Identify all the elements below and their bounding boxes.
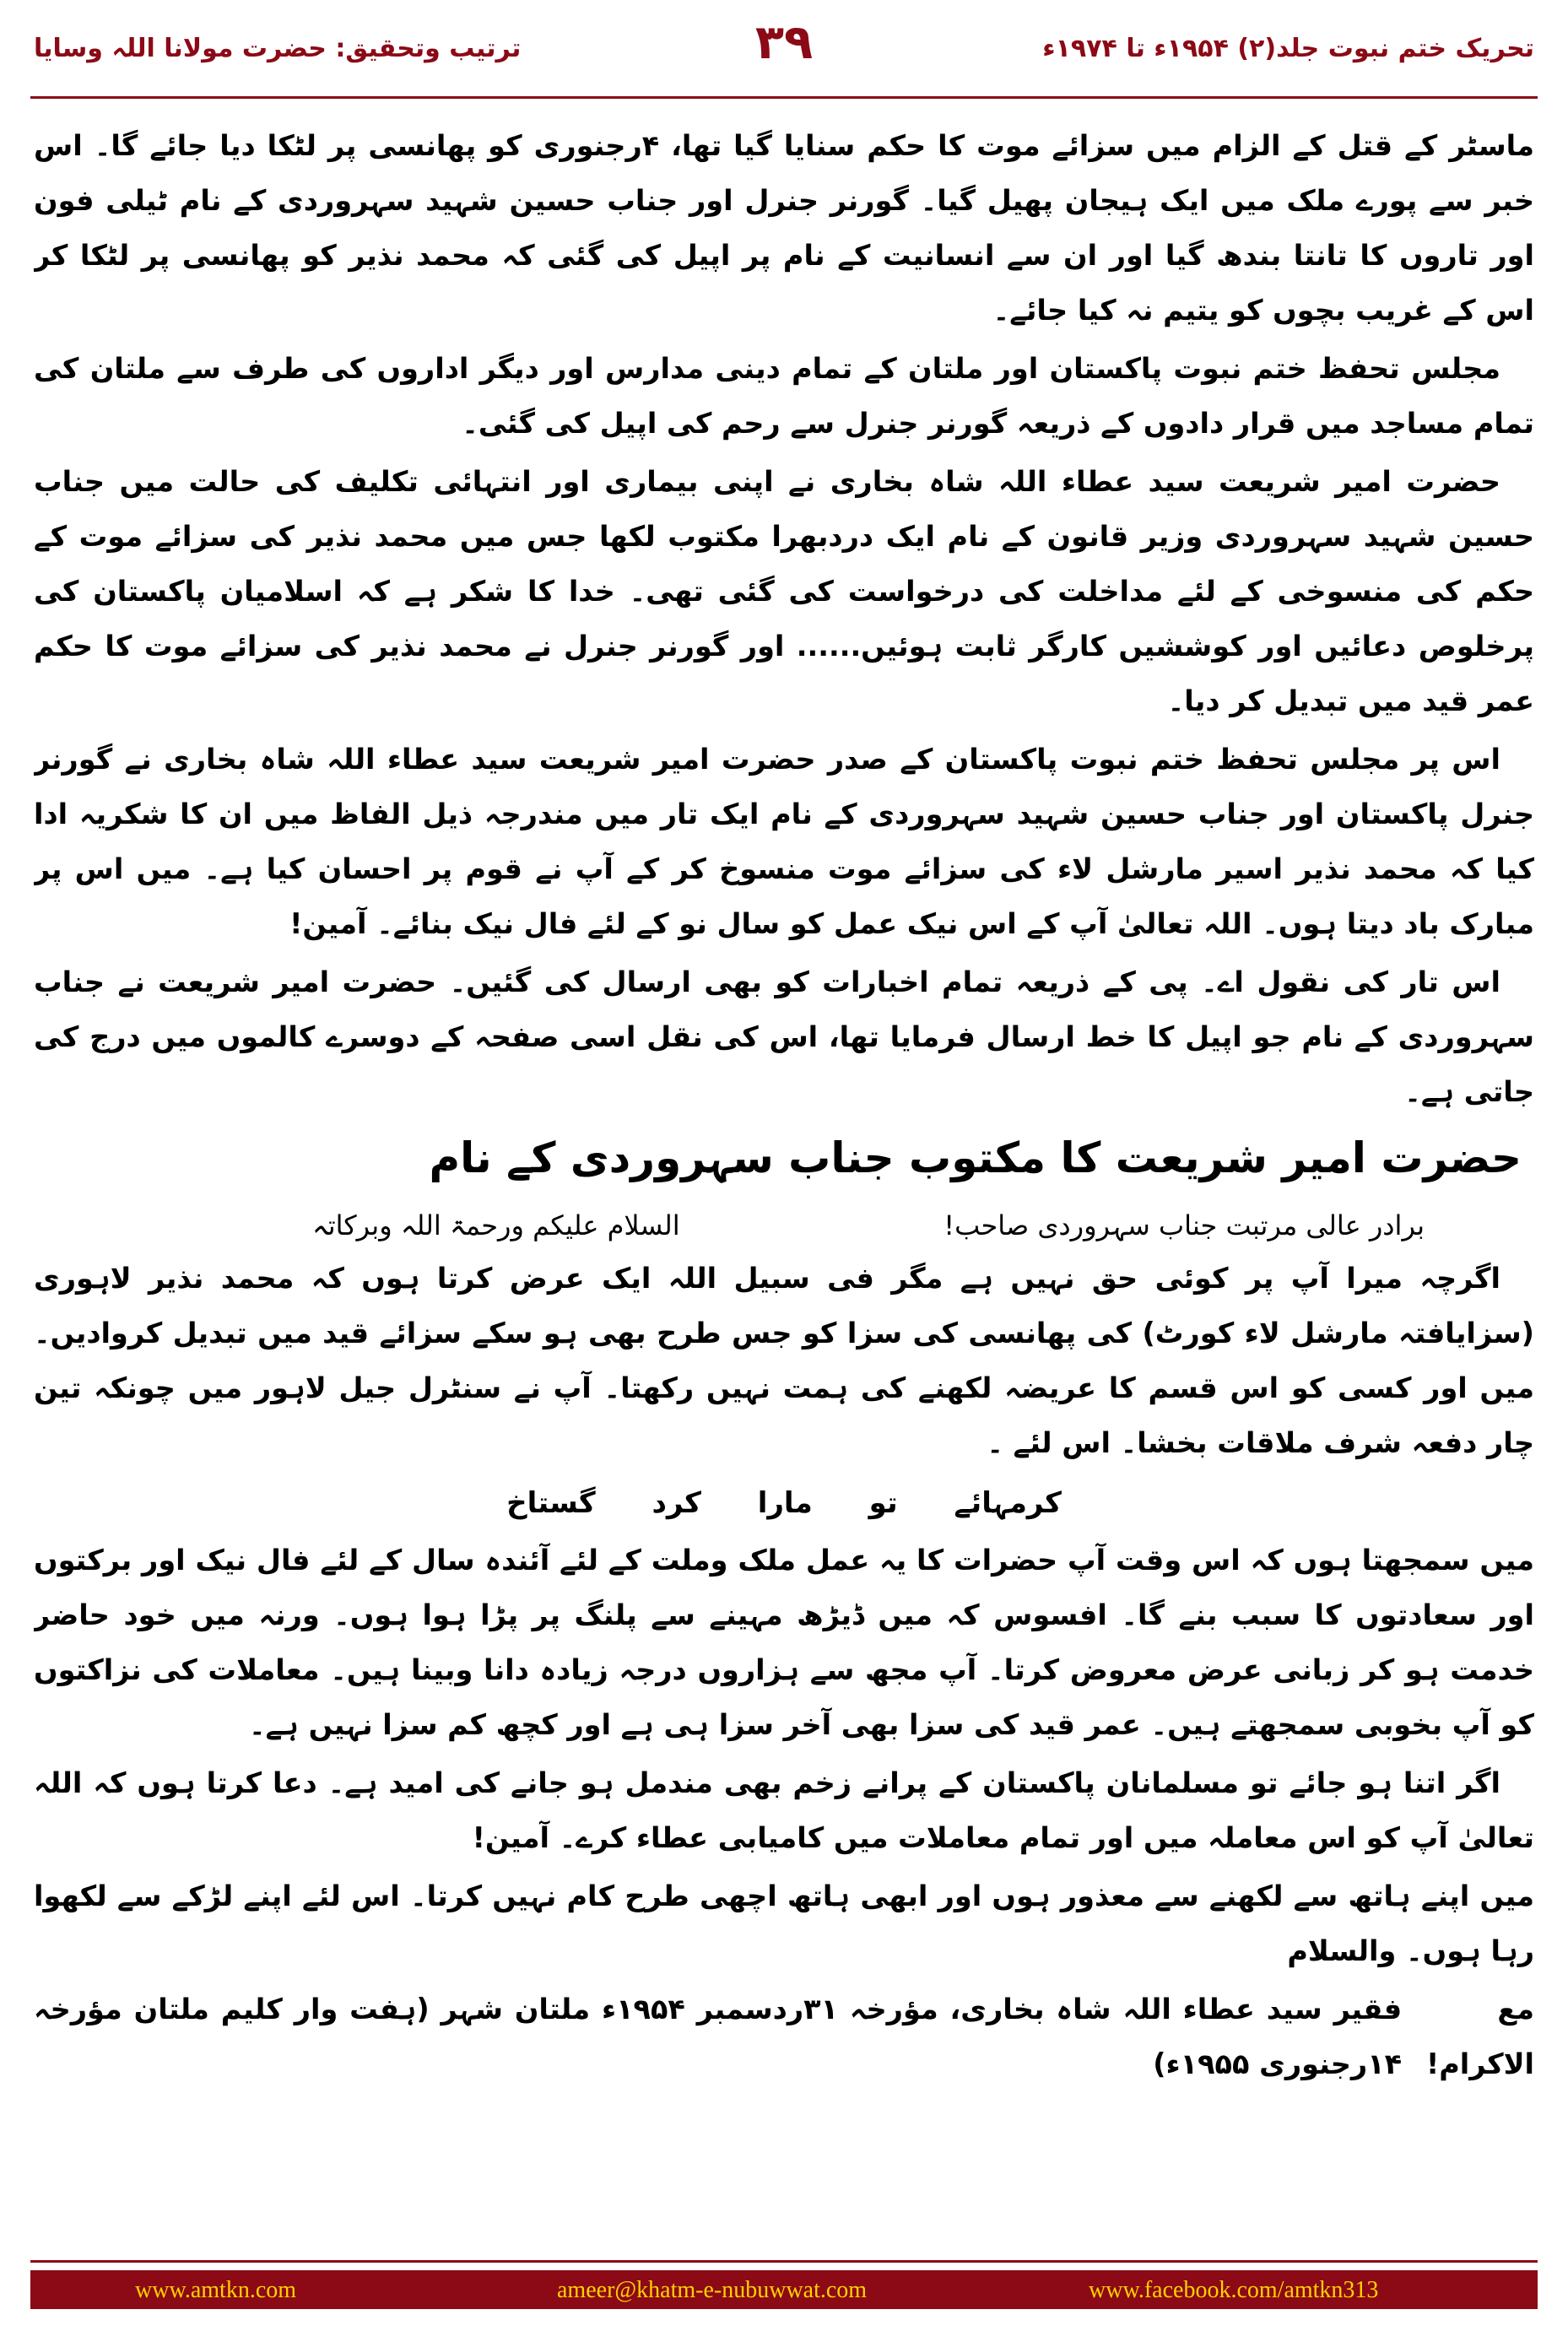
paragraph-3: حضرت امیر شریعت سید عطاء اللہ شاہ بخاری نے اپنی بیماری اور انتہائی تکلیف کی حالت میں جناب حسین شہید سہروردی وزیر قانون کے نام ایک دردبھرا مکتوب لکھا جس میں محمد نذیر کی سزائے موت کے حکم کی منسوخی کے لئے مداخلت کی درخواست کی گئی تھی۔ خدا کا شکر ہے کہ اسلامیان پاکستان کی پرخلوص دعائیں اور کوششیں کارگر ثابت ہوئیں...... اور گورنر جنرل نے محمد نذیر کی سزائے موت کا حکم عمر قید میں تبدیل کر دیا۔ (34, 465, 1534, 717)
signoff-line (34, 1982, 1534, 2091)
letter-heading: حضرت امیر شریعت کا مکتوب جناب سہروردی کے نام (429, 1133, 1522, 1182)
paragraph-1: ماسٹر کے قتل کے الزام میں سزائے موت کا حکم سنایا گیا تھا، ۴رجنوری کو پھانسی پر لٹکا دیا جائے گا۔ اس خبر سے پورے ملک میں ایک ہیجان پھیل گیا۔ گورنر جنرل اور جناب حسین شہید سہروردی کے نام ٹیلی فون اور تاروں کا تانتا بندھ گیا اور ان سے انسانیت کے نام پر اپیل کی گئی کہ محمد نذیر کو پھانسی پر لٹکا کر اس کے غریب بچوں کو یتیم نہ کیا جائے۔ (34, 129, 1534, 327)
compiler-credit: ترتیب وتحقیق: حضرت مولانا اللہ وسایا (34, 34, 522, 63)
paragraph-2: مجلس تحفظ ختم نبوت پاکستان اور ملتان کے تمام دینی مدارس اور دیگر اداروں کی طرف سے ملتان کی تمام مساجد میں قرار دادوں کے ذریعہ گورنر جنرل سے رحم کی اپیل کی گئی۔ (34, 352, 1534, 440)
paragraph-9: میں اپنے ہاتھ سے لکھنے سے معذور ہوں اور ابھی ہاتھ اچھی طرح کام نہیں کرتا۔ اس لئے اپنے لڑکے سے لکھوا رہا ہوں۔ والسلام (34, 1880, 1534, 1967)
page-footer (0, 2260, 1568, 2342)
header-divider (30, 96, 1538, 99)
page-header (0, 0, 1568, 110)
salutation-address: برادر عالی مرتبت جناب سہروردی صاحب! (944, 1209, 1425, 1241)
closing-signature: فقیر سید عطاء اللہ شاہ بخاری، مؤرخہ ۳۱ردسمبر ۱۹۵۴ء ملتان شہر (ہفت وار کلیم ملتان مؤرخہ ۱۴رجنوری ۱۹۵۵ء) (34, 1993, 1403, 2080)
email-link[interactable]: ameer@khatm-e-nubuwwat.com (557, 2277, 868, 2303)
page-body (34, 118, 1534, 2232)
paragraph-6: اگرچہ میرا آپ پر کوئی حق نہیں ہے مگر فی سبیل اللہ ایک عرض کرتا ہوں کہ محمد نذیر لاہوری (سزایافتہ مارشل لاء کورٹ) کی پھانسی کی سزا کو جس طرح بھی ہو سکے سزائے قید میں تبدیل کروادیں۔ میں اور کسی کو اس قسم کا عریضہ لکھنے کی ہمت نہیں رکھتا۔ آپ نے سنٹرل جیل لاہور میں چونکہ تین چار دفعہ شرف ملاقات بخشا۔ اس لئے ۔ (34, 1262, 1534, 1459)
website-link[interactable]: www.amtkn.com (135, 2277, 297, 2303)
paragraph-7: میں سمجھتا ہوں کہ اس وقت آپ حضرات کا یہ عمل ملک وملت کے لئے آئندہ سال کے لئے فال نیک اور برکتوں اور سعادتوں کا سبب بنے گا۔ افسوس کہ میں ڈیڑھ مہینے سے پلنگ پر پڑا ہوا ہوں۔ ورنہ میں خود حاضر خدمت ہو کر زبانی عرض معروض کرتا۔ آپ مجھ سے ہزاروں درجہ زیادہ دانا وبینا ہیں۔ معاملات کی نزاکتوں کو آپ بخوبی سمجھتے ہیں۔ عمر قید کی سزا بھی آخر سزا ہی ہے اور کچھ کم سزا نہیں ہے۔ (34, 1544, 1534, 1741)
facebook-link[interactable]: www.facebook.com/amtkn313 (1089, 2277, 1379, 2303)
closing-remark: مع الاکرام! (1425, 1993, 1534, 2080)
paragraph-4: اس پر مجلس تحفظ ختم نبوت پاکستان کے صدر حضرت امیر شریعت سید عطاء اللہ شاہ بخاری نے گورنر جنرل پاکستان اور جناب حسین شہید سہروردی کے نام ایک تار میں مندرجہ ذیل الفاظ میں ان کا شکریہ ادا کیا کہ محمد نذیر اسیر مارشل لاء کی سزائے موت منسوخ کر کے آپ نے قوم پر احسان کیا ہے۔ میں اس پر مبارک باد دیتا ہوں۔ اللہ تعالیٰ آپ کے اس نیک عمل کو سال نو کے لئے فال نیک بنائے۔ آمین! (34, 743, 1534, 940)
paragraph-5: اس تار کی نقول اے۔ پی کے ذریعہ تمام اخبارات کو بھی ارسال کی گئیں۔ حضرت امیر شریعت نے جناب سہروردی کے نام جو اپیل کا خط ارسال فرمایا تھا، اس کی نقل اسی صفحہ کے دوسرے کالموں میں درج کی جاتی ہے۔ (34, 965, 1534, 1108)
page-number: ۳۹ (754, 15, 814, 70)
paragraph-8: اگر اتنا ہو جائے تو مسلمانان پاکستان کے پرانے زخم بھی مندمل ہو جانے کی امید ہے۔ دعا کرتا ہوں کہ اللہ تعالیٰ آپ کو اس معاملہ میں اور تمام معاملات میں کامیابی عطاء کرے۔ آمین! (34, 1766, 1534, 1854)
salutation-greeting: السلام علیکم ورحمۃ اللہ وبرکاتہ (312, 1209, 680, 1241)
persian-verse: کرمہائے تو مارا کرد گستاخ (506, 1486, 1062, 1520)
book-title: تحریک ختم نبوت جلد(۲) ۱۹۵۴ء تا ۱۹۷۴ء (1042, 34, 1534, 63)
salutation-line (34, 1200, 1534, 1251)
footer-divider (30, 2260, 1538, 2263)
